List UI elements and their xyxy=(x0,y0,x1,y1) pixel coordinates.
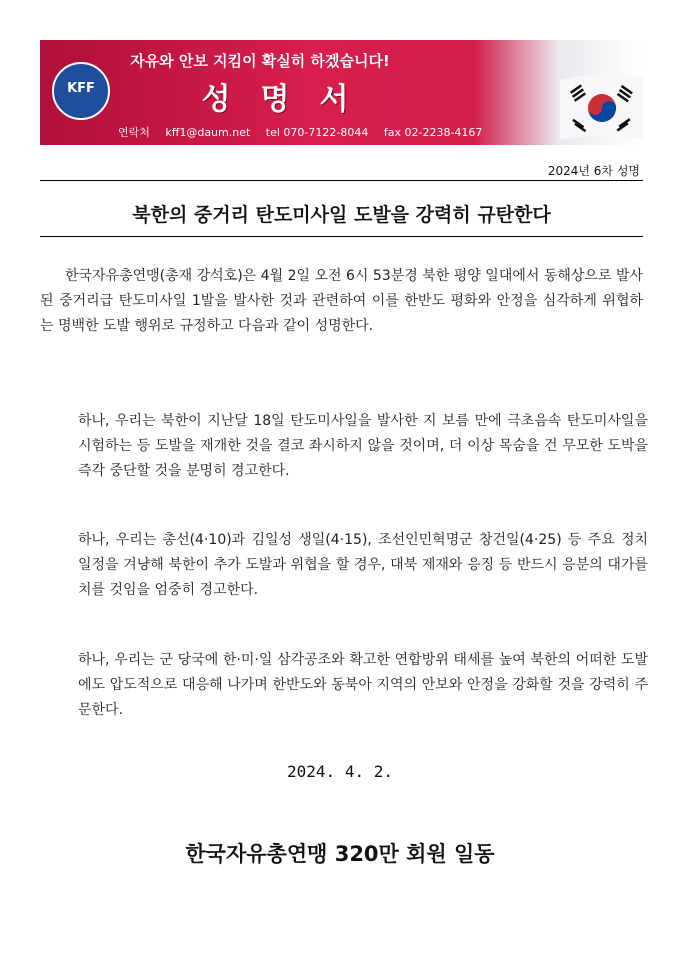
point-3: 하나, 우리는 군 당국에 한·미·일 삼각공조와 확고한 연합방위 태세를 높여 북한의 어떠한 도발에도 압도적으로 대응해 나가며 한반도와 동북아 지역의 안보와 안정을 강화할 것을 강력히 주문한다. xyxy=(78,652,648,718)
signer: 한국자유총연맹 320만 회원 일동 xyxy=(185,842,495,866)
taegukgi-flag-icon xyxy=(560,70,643,140)
header-banner xyxy=(40,40,643,145)
top-divider xyxy=(40,180,643,181)
statement-title: 북한의 중거리 탄도미사일 도발을 강력히 규탄한다 xyxy=(132,204,551,226)
intro-paragraph: 한국자유총연맹(총재 강석호)은 4월 2일 오전 6시 53분경 북한 평양 일대에서 동해상으로 발사된 중거리급 탄도미사일 1발을 발사한 것과 관련하여 이를 한반도 평화와 안정을 심각하게 위협하는 명백한 도발 행위로 규정하고 다음과 같이 성명한다. xyxy=(40,268,643,334)
contact-label: 연락처 xyxy=(118,126,150,139)
contact-email: kff1@daum.net xyxy=(165,126,251,139)
point-2: 하나, 우리는 총선(4·10)과 김일성 생일(4·15), 조선인민혁명군 창건일(4·25) 등 주요 정치 일정을 겨냥해 북한이 추가 도발과 위협을 할 경우, 대북 제재와 응징 등 반드시 응분의 대가를 치를 것임을 엄중히 경고한다. xyxy=(78,532,648,598)
contact-info xyxy=(118,124,494,140)
point-1: 하나, 우리는 북한이 지난달 18일 탄도미사일을 발사한 지 보름 만에 극초음속 탄도미사일을 시험하는 등 도발을 재개한 것을 결코 좌시하지 않을 것이며, 더 이상 목숨을 건 무모한 도박을 즉각 중단할 것을 분명히 경고한다. xyxy=(78,413,648,479)
title-divider xyxy=(40,236,643,237)
contact-tel: tel 070-7122-8044 xyxy=(265,126,369,139)
slogan: 자유와 안보 지킴이 확실히 하겠습니다! xyxy=(130,52,390,70)
logo-text: KFF xyxy=(67,81,95,96)
document-type: 성명서 xyxy=(201,82,379,117)
contact-fax: fax 02-2238-4167 xyxy=(383,126,483,139)
issue-number: 2024년 6차 성명 xyxy=(547,164,640,178)
statement-date: 2024. 4. 2. xyxy=(287,762,393,781)
